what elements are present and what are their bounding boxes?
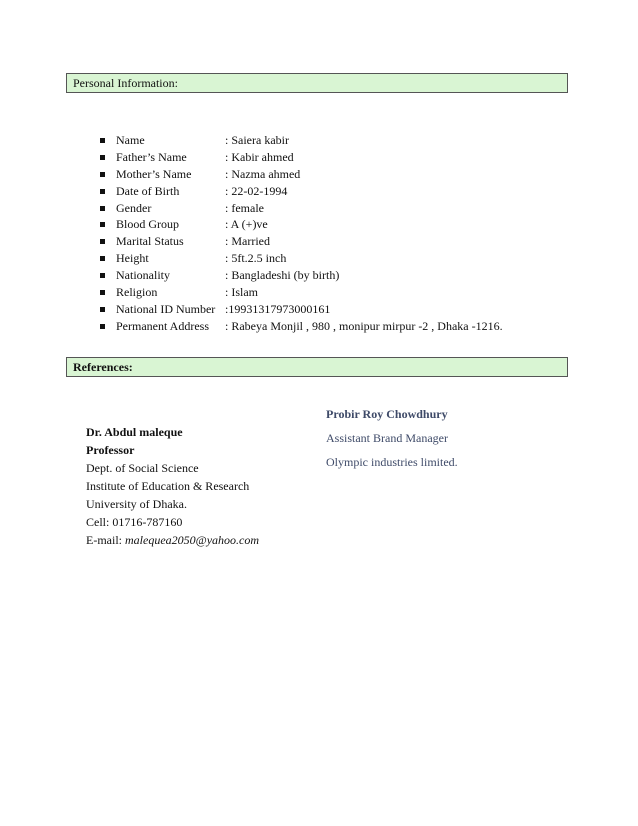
field-value: : Kabir ahmed bbox=[225, 149, 294, 164]
field-value: : 5ft.2.5 inch bbox=[225, 251, 287, 266]
list-item bbox=[98, 166, 503, 183]
field-label: Father’s Name bbox=[116, 149, 187, 164]
bullet-icon bbox=[98, 301, 116, 318]
field-value: :19931317973000161 bbox=[225, 301, 331, 316]
list-item bbox=[98, 216, 503, 233]
list-item bbox=[98, 267, 503, 284]
bullet-icon bbox=[98, 216, 116, 233]
field-value: : 22-02-1994 bbox=[225, 183, 288, 198]
reference-name: Probir Roy Chowdhury bbox=[326, 407, 448, 421]
list-item bbox=[98, 200, 503, 217]
field-value: : Nazma ahmed bbox=[225, 166, 301, 181]
personal-info-heading: Personal Information: bbox=[66, 73, 568, 93]
bullet-icon bbox=[98, 284, 116, 301]
list-item bbox=[98, 301, 503, 318]
field-label: Name bbox=[116, 133, 145, 147]
field-value: : Rabeya Monjil , 980 , monipur mirpur -2 , Dhaka -1216. bbox=[225, 318, 503, 333]
reference-company: Olympic industries limited. bbox=[326, 455, 458, 469]
list-item bbox=[98, 318, 503, 335]
reference-university: University of Dhaka. bbox=[86, 497, 187, 511]
reference-email bbox=[86, 531, 259, 549]
reference-institute: Institute of Education & Research bbox=[86, 479, 250, 493]
field-value: : A (+)ve bbox=[225, 217, 268, 232]
list-item bbox=[98, 250, 503, 267]
reference-title: Assistant Brand Manager bbox=[326, 431, 448, 445]
bullet-icon bbox=[98, 200, 116, 217]
field-value: : Saiera kabir bbox=[225, 133, 289, 147]
field-label: Permanent Address bbox=[116, 318, 209, 333]
list-item bbox=[98, 132, 503, 149]
reference-name: Dr. Abdul maleque bbox=[86, 425, 183, 439]
bullet-icon bbox=[98, 267, 116, 284]
reference-right bbox=[326, 405, 458, 477]
bullet-icon bbox=[98, 166, 116, 183]
field-label: Date of Birth bbox=[116, 183, 180, 198]
reference-cell: Cell: 01716-787160 bbox=[86, 515, 183, 529]
list-item bbox=[98, 183, 503, 200]
email-value: malequea2050@yahoo.com bbox=[125, 533, 260, 547]
field-value: : Islam bbox=[225, 285, 258, 300]
field-value: : Bangladeshi (by birth) bbox=[225, 268, 340, 283]
bullet-icon bbox=[98, 250, 116, 267]
email-label: E-mail: bbox=[86, 533, 125, 547]
list-item bbox=[98, 149, 503, 166]
bullet-icon bbox=[98, 318, 116, 335]
references-heading: References: bbox=[66, 357, 568, 377]
field-value: : female bbox=[225, 200, 264, 215]
field-label: Blood Group bbox=[116, 217, 179, 232]
reference-dept: Dept. of Social Science bbox=[86, 461, 199, 475]
field-label: Height bbox=[116, 251, 149, 266]
bullet-icon bbox=[98, 233, 116, 250]
field-label: Nationality bbox=[116, 268, 170, 283]
bullet-icon bbox=[98, 132, 116, 149]
field-label: Religion bbox=[116, 285, 158, 300]
field-label: Gender bbox=[116, 200, 152, 215]
list-item bbox=[98, 284, 503, 301]
field-label: National ID Number bbox=[116, 301, 216, 316]
reference-left bbox=[86, 423, 259, 549]
field-value: : Married bbox=[225, 234, 270, 249]
field-label: Mother’s Name bbox=[116, 166, 192, 181]
list-item bbox=[98, 233, 503, 250]
bullet-icon bbox=[98, 183, 116, 200]
field-label: Marital Status bbox=[116, 234, 184, 249]
personal-info-list bbox=[98, 132, 503, 335]
reference-title: Professor bbox=[86, 443, 135, 457]
bullet-icon bbox=[98, 149, 116, 166]
